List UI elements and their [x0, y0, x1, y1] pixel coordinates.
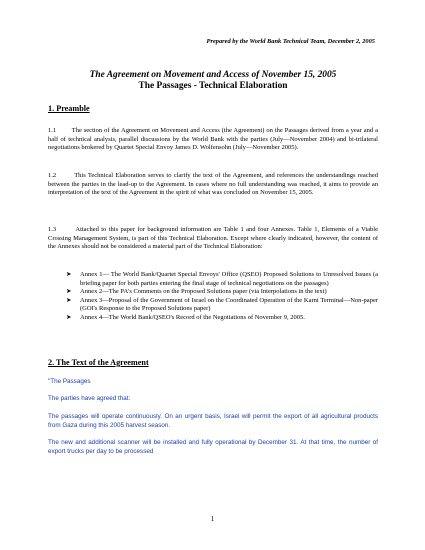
- paragraph-1-1: [48, 127, 378, 153]
- quoted-intro: The parties have agreed that:: [48, 395, 131, 402]
- paragraph-number: 1.1: [48, 127, 57, 134]
- section-heading-preamble: 1. Preamble: [48, 104, 90, 113]
- annex-item-2: ➤ Annex 2—The PA's Comments on the Proposed Solutions paper (via Interpolations in the text): [66, 288, 327, 296]
- arrow-bullet-icon: ➤: [66, 313, 72, 321]
- page-number: 1: [210, 515, 215, 523]
- paragraph-text: 1.1 The section of the Agreement on Movement and Access (the Agreement) on the Passages derived from a year and a half of technical analysis, parallel discussions by the World Bank with the parties (July—November 2004) and bi-trilateral negotiations brokered by Quartet Special Envoy James D. Wolfensohn (July—November 2005).: [48, 127, 379, 152]
- paragraph-1-2: [48, 172, 378, 198]
- paragraph-number: 1.2: [48, 172, 57, 179]
- paragraph-text: 1.2 This Technical Elaboration serves to clarify the text of the Agreement, and references the understandings reached between the parties in the lead-up to the Agreement. In cases where no full understanding was reached, it aims to provide an interpretation of the text of the Agreement in the spirit of what was concluded on November 15, 2005.: [48, 172, 378, 197]
- paragraph-1-3: [48, 226, 378, 252]
- prepared-by-note: Prepared by the World Bank Technical Team, December 2, 2005: [206, 38, 375, 45]
- quoted-paragraph: The new and additional scanner will be installed and fully operational by December 31. At that time, the number of export trucks per day to be processed: [48, 439, 378, 455]
- paragraph-text: 1.3 Attached to this paper for background information are Table 1 and four Annexes. Table 1, Elements of a Viable Crossing Management System, is part of this Technical Elaboration. Except where clearly indicated, however, the content of the Annexes should not be considered a material part of the Technical Elaboration:: [48, 226, 378, 251]
- arrow-bullet-icon: ➤: [66, 296, 72, 304]
- title-line-2: The Passages - Technical Elaboration: [138, 81, 288, 91]
- quoted-heading: "The Passages: [48, 378, 91, 385]
- annex-item-4: ➤ Annex 4—The World Bank/QSEO's Record of the Negotiations of November 9, 2005.: [66, 313, 305, 321]
- arrow-bullet-icon: ➤: [66, 288, 72, 296]
- annex-item-1: ➤ Annex 1— The World Bank/Quartet Special Envoys' Office (QSEO) Proposed Solutions to Unresolved Issues (a briefing paper for both parties entering the final stage of technical negotiations on the passages): [66, 271, 378, 287]
- section-heading-agreement-text: 2. The Text of the Agreement: [48, 358, 149, 367]
- quoted-paragraph: The passages will operate continuously. On an urgent basis, Israel will permit the export of all agricultural products from Gaza during this 2005 harvest season.: [48, 413, 378, 429]
- title-line-1: The Agreement on Movement and Access of November 15, 2005: [89, 70, 337, 80]
- annex-item-3: ➤ Annex 3—Proposal of the Government of Israel on the Coordinated Operation of the Karni Terminal—Non-paper (GOI's Response to the Proposed Solutions paper): [66, 296, 378, 313]
- paragraph-number: 1.3: [48, 226, 57, 233]
- annex-list: [66, 271, 378, 323]
- arrow-bullet-icon: ➤: [66, 271, 72, 278]
- document-title: [48, 70, 378, 92]
